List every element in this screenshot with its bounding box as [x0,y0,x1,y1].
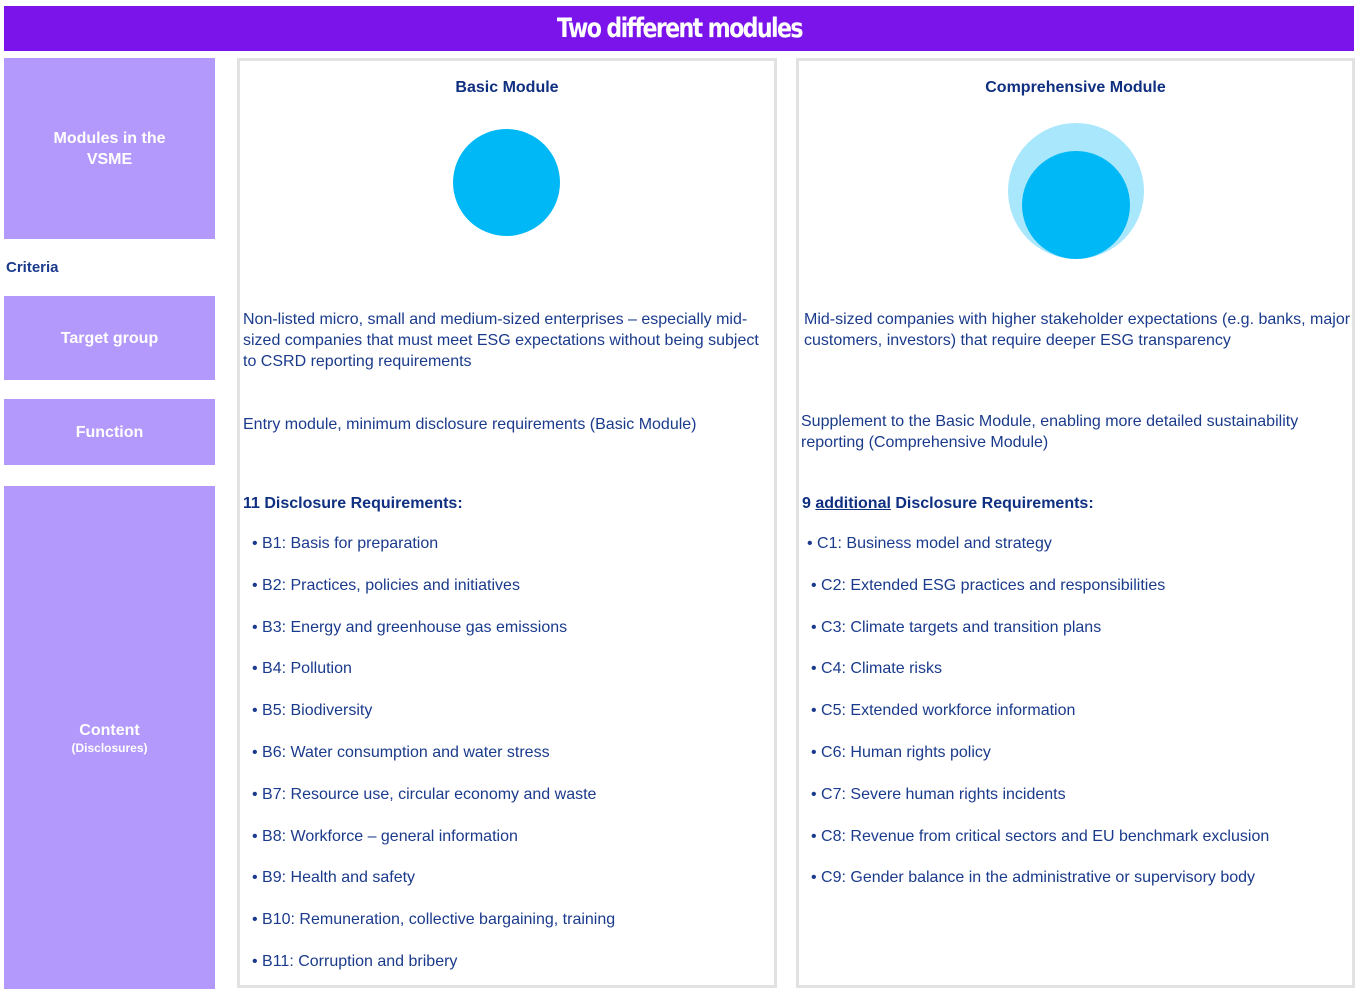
list-item: • B1: Basis for preparation [252,535,439,552]
modules-label: Modules in the VSME [53,129,166,168]
list-item: • C6: Human rights policy [811,743,991,761]
basic-module-panel [237,58,777,988]
comprehensive-requirements-heading [802,493,1094,514]
basic-requirements-list [252,535,615,995]
comprehensive-module-title: Comprehensive Module [985,79,1166,96]
list-item: • B11: Corruption and bribery [252,952,458,970]
list-item: • C5: Extended workforce information [811,702,1076,720]
target-group-label: Target group [60,329,159,347]
list-item: • B8: Workforce – general information [252,827,518,845]
modules-label-box [4,58,215,239]
comprehensive-requirements-count: 9 [802,495,811,512]
list-item: • B7: Resource use, circular economy and waste [252,785,597,803]
comprehensive-inner-circle-icon [1022,151,1130,259]
list-item: • C7: Severe human rights incidents [811,785,1066,803]
title-banner [4,6,1354,51]
list-item: • C2: Extended ESG practices and responsibilities [811,576,1166,594]
comprehensive-function-text: Supplement to the Basic Module, enabling more detailed sustainability reporting (Comprehensive Module) [801,413,1299,451]
content-label-box [4,486,215,989]
comprehensive-requirements-list [807,535,1269,911]
comprehensive-requirements-rest: Disclosure Requirements: [895,495,1094,512]
list-item: • C4: Climate risks [811,660,942,678]
list-item: • B5: Biodiversity [252,702,373,720]
content-label: Content [79,722,140,739]
page-title: Two different modules [556,13,802,44]
list-item: • B3: Energy and greenhouse gas emissions [252,618,568,636]
criteria-label: Criteria [6,259,59,276]
list-item: • B9: Health and safety [252,869,416,887]
basic-requirements-heading: 11 Disclosure Requirements: [243,495,463,512]
basic-function-text: Entry module, minimum disclosure requirements (Basic Module) [243,416,697,433]
list-item: • C8: Revenue from critical sectors and EU benchmark exclusion [811,827,1270,845]
list-item: • C9: Gender balance in the administrative or supervisory body [811,869,1256,887]
list-item: • B4: Pollution [252,660,352,678]
list-item: • B6: Water consumption and water stress [252,743,550,761]
function-label-box [4,399,215,465]
basic-target-group-text: Non-listed micro, small and medium-sized enterprises – especially mid-sized companies that must meet ESG expectations without being subject to CSRD reporting requirements [243,311,759,370]
comprehensive-requirements-emphasis: additional [815,495,891,512]
list-item: • B10: Remuneration, collective bargaining, training [252,911,616,929]
list-item: • C3: Climate targets and transition plans [811,618,1102,636]
list-item: • B2: Practices, policies and initiatives [252,576,520,594]
comprehensive-module-panel [796,58,1355,988]
target-group-label-box [4,296,215,380]
content-sub-label: (Disclosures) [71,741,148,755]
basic-module-title: Basic Module [455,79,559,96]
comprehensive-target-group-text: Mid-sized companies with higher stakeholder expectations (e.g. banks, major customers, investors) that require deeper ESG transparency [804,311,1351,349]
list-item: • C1: Business model and strategy [807,535,1052,552]
basic-module-circle-icon [453,129,560,236]
function-label: Function [75,423,144,441]
